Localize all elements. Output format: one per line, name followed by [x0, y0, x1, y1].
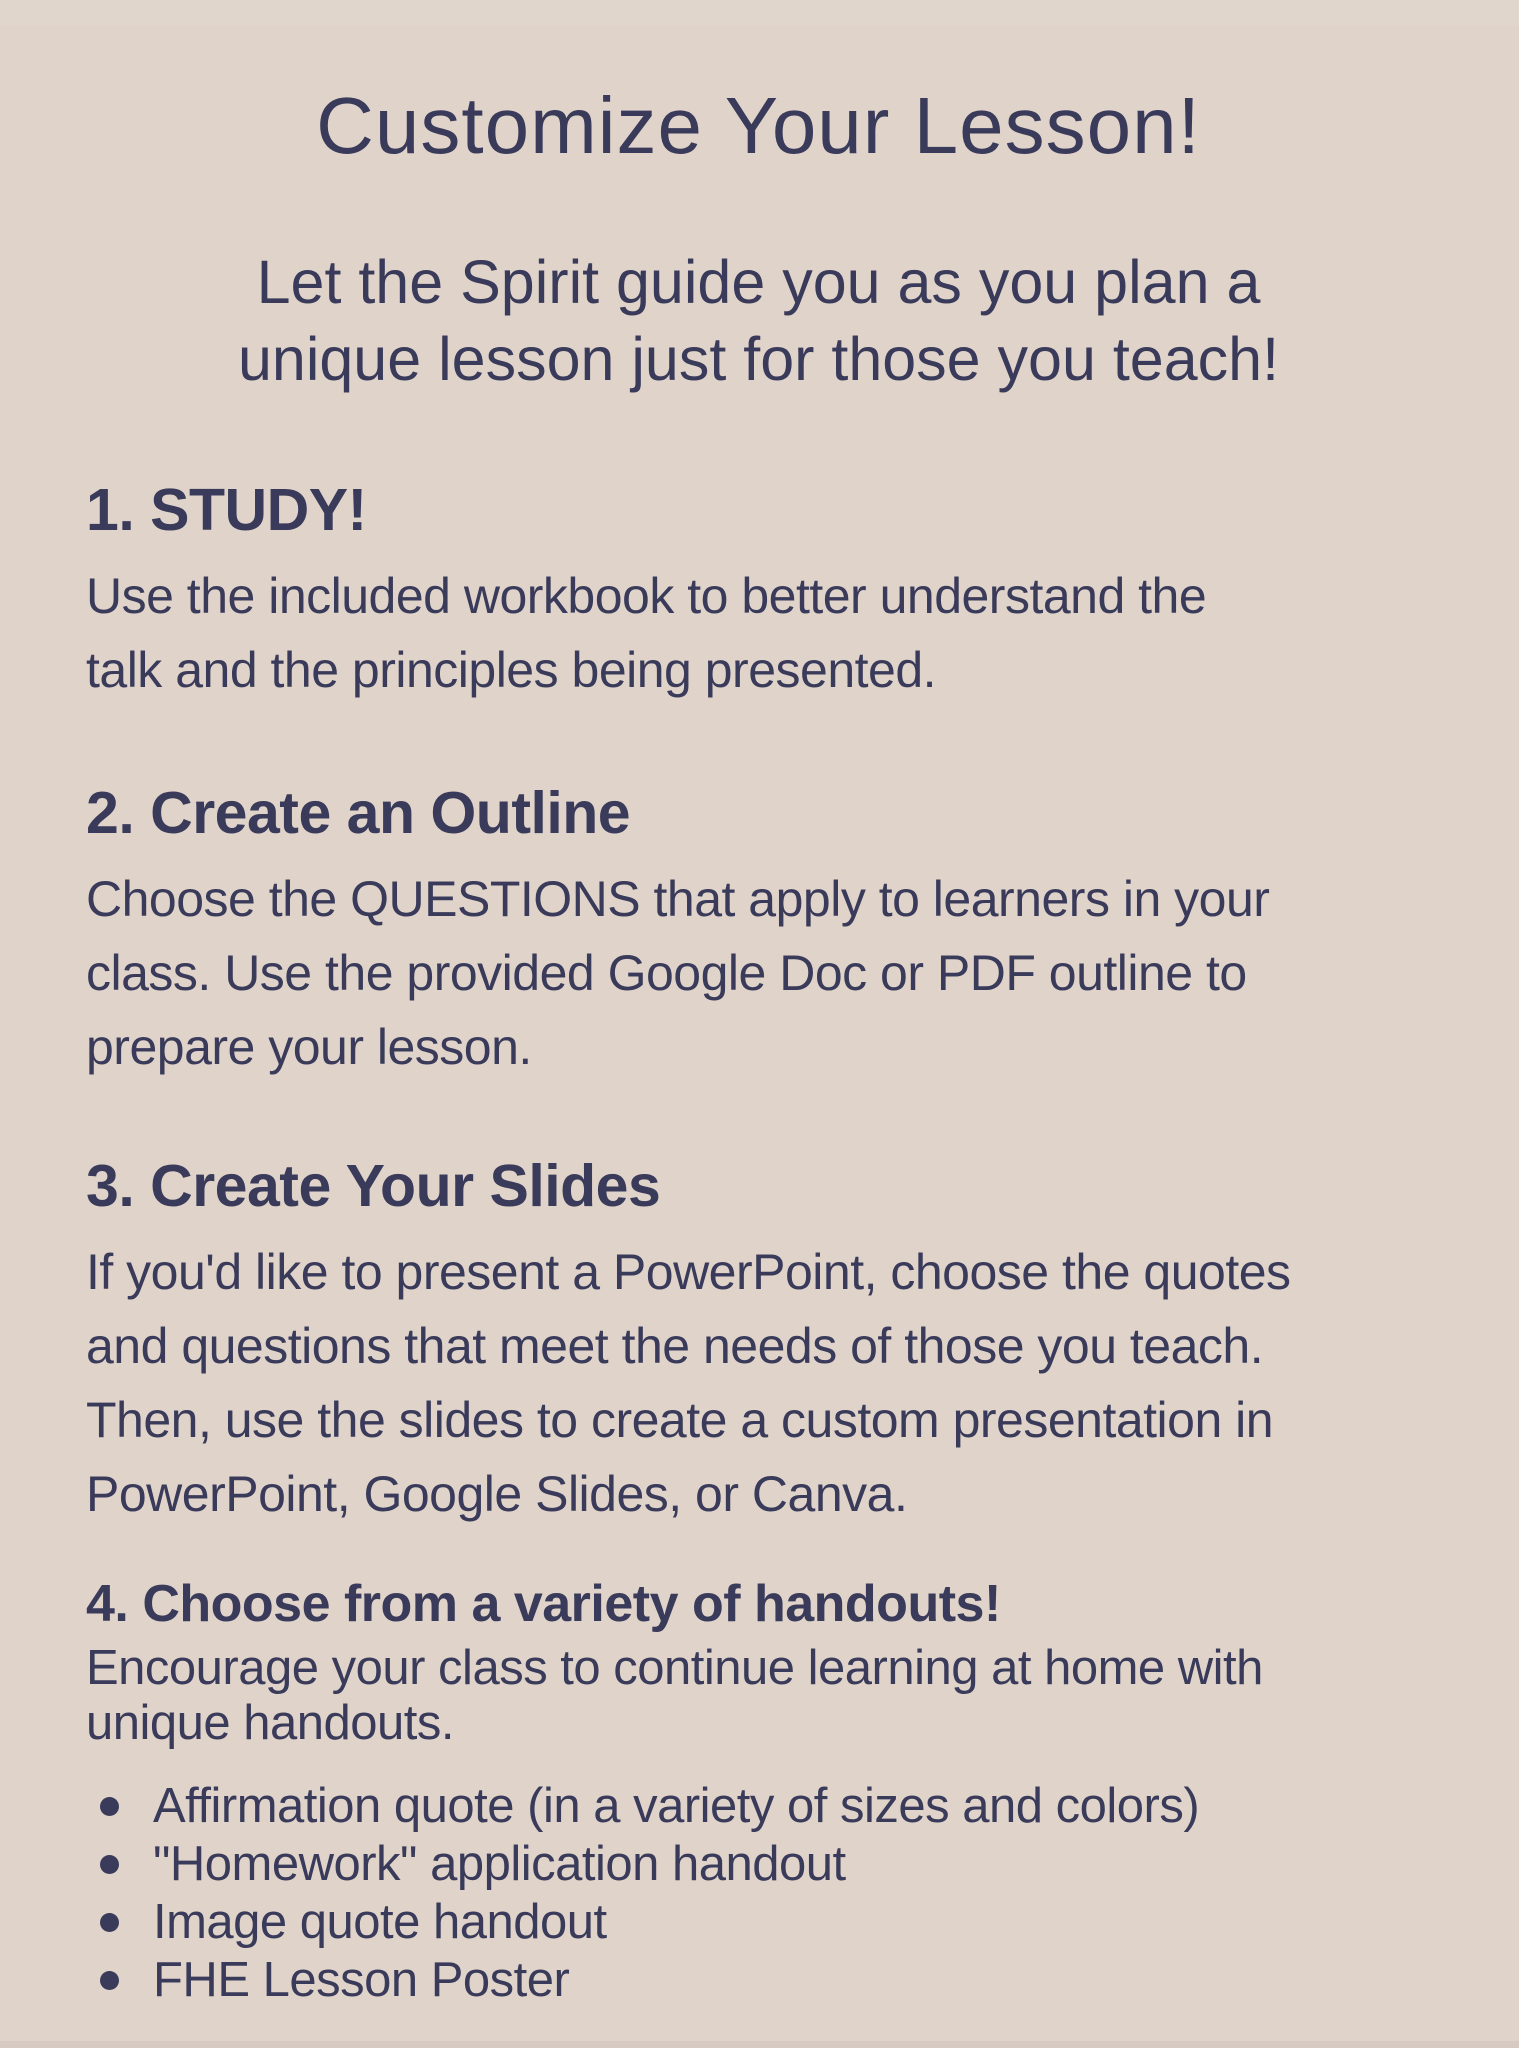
bullet-item [86, 1835, 1431, 1893]
body-line: If you'd like to present a PowerPoint, choose the quotes [86, 1244, 1291, 1300]
bullet-text: Affirmation quote (in a variety of sizes and colors) [153, 1779, 1200, 1833]
page-bottom-edge [0, 2041, 1519, 2048]
section-create-slides [86, 1150, 1431, 1531]
body-line: class. Use the provided Google Doc or PDF outline to [86, 945, 1247, 1001]
body-line: Choose the QUESTIONS that apply to learners in your [86, 871, 1270, 927]
section-choose-handouts [86, 1573, 1431, 1751]
section-body [86, 559, 1431, 707]
section-heading: 1. STUDY! [86, 477, 367, 543]
section-heading: 2. Create an Outline [86, 780, 631, 846]
body-line: PowerPoint, Google Slides, or Canva. [86, 1466, 908, 1522]
section-body [86, 862, 1431, 1084]
bullet-item [86, 1777, 1431, 1835]
bullet-text: Image quote handout [153, 1895, 607, 1949]
section-body [86, 1235, 1431, 1531]
body-line: Use the included workbook to better understand the [86, 568, 1207, 624]
page-top-edge [0, 0, 1519, 26]
subtitle [86, 244, 1431, 398]
section-create-outline [86, 777, 1431, 1084]
body-line: Encourage your class to continue learning at home with [86, 1641, 1263, 1695]
body-line: prepare your lesson. [86, 1019, 532, 1075]
bullet-item [86, 1951, 1431, 2009]
subtitle-line: Let the Spirit guide you as you plan a [256, 248, 1261, 316]
bullet-text: "Homework" application handout [153, 1837, 846, 1891]
section-body [86, 1641, 1431, 1751]
body-line: and questions that meet the needs of those you teach. [86, 1318, 1264, 1374]
body-line: talk and the principles being presented. [86, 642, 937, 698]
bullet-item [86, 1893, 1431, 1951]
section-study [86, 474, 1431, 707]
bullet-dot-icon [100, 1913, 119, 1932]
handout-bullet-list [86, 1777, 1431, 2009]
bullet-dot-icon [100, 1797, 119, 1816]
page-title: Customize Your Lesson! [316, 81, 1201, 170]
body-line: unique handouts. [86, 1696, 454, 1750]
bullet-dot-icon [100, 1971, 119, 1990]
bullet-text: FHE Lesson Poster [153, 1953, 570, 2007]
body-line: Then, use the slides to create a custom presentation in [86, 1392, 1274, 1448]
section-heading: 4. Choose from a variety of handouts! [86, 1575, 1001, 1633]
subtitle-line: unique lesson just for those you teach! [237, 325, 1280, 393]
bullet-dot-icon [100, 1855, 119, 1874]
section-heading: 3. Create Your Slides [86, 1153, 661, 1219]
